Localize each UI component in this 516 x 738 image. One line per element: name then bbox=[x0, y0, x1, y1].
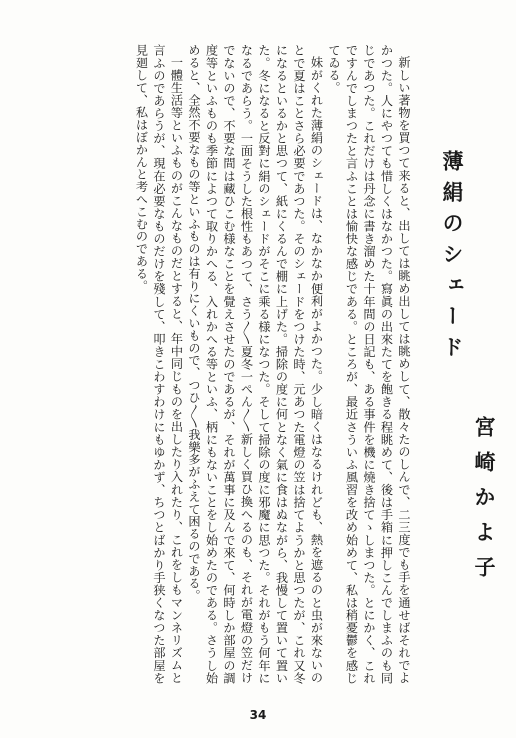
article-body bbox=[132, 44, 412, 684]
paragraph-3: 一體生活等といふものがこんなものだとすると、年中同じものを出したり入れたり、これをしもマンネリズムと言ふのであらうが、現在必要なものだけを殘して、叩きこわすわけにもゆかず、ちつとばかり手狭くなつた部屋を見廻して、私はぼかんと考へこむのである。 bbox=[134, 44, 184, 684]
page-number: 34 bbox=[249, 708, 267, 722]
paragraph-1: 新しい著物を買つて来ると、出しては眺め出しては眺めして、散々たのしんで、二三度でも手を通せばそれでよかつた。人にやつても惜しくはなかつた。寫眞の出來たてを飽きる程眺めて、後は手箱に押しこんでしまふのも同じであつた。これだけは丹念に書き溜めた十年間の日記も、ある事件を機に燒き捨てゝしまつた。とにかく、これですんでしまつたと言ふことは愉快な感じである。ところが、最近さういふ風習を改め始めて、私は稍憂鬱を感じてゐる。 bbox=[327, 44, 411, 684]
paragraph-2: 妹がくれた薄絹のシェードは、なかなか便利がよかつた。少し暗くはなるけれども、熱を遮るのと虫が來ないのとで夏はことさら必要であつた。そのシェードをつけた時、元あつた電燈の笠は捨てようかと思つたが、これ又冬になるといるかと思つて、紙にくるんで棚に上げた。掃除の度に何となく氣に食はぬながら、我慢して置いて置いた。冬になると反對に絹のシェードがそこに乘る様になつた。そして掃除の度に邪魔に思つた。それがもう何年になるであらう。一面そうした根性もあつて、さう〳〵夏冬一ぺん〳〵新しく買ひ換へるのも、それが電燈の笠だけでないので、不要な間は藏ひこむ様なことを覺えさせたのであるが、それが萬事に及んで來て、何時しか部屋の調度等といふものも季節によつて取りかへる、入れかへる等といふ、柄にもないことをし始めたのである。さうし始めると、全然不要なもの等といふものは有りにくいもので、つひ〳〵我樂多がふえて困るのである。 bbox=[187, 44, 324, 684]
article-title: 薄絹のシェード bbox=[440, 150, 464, 367]
author-name: 宮崎かよ子 bbox=[472, 416, 497, 591]
